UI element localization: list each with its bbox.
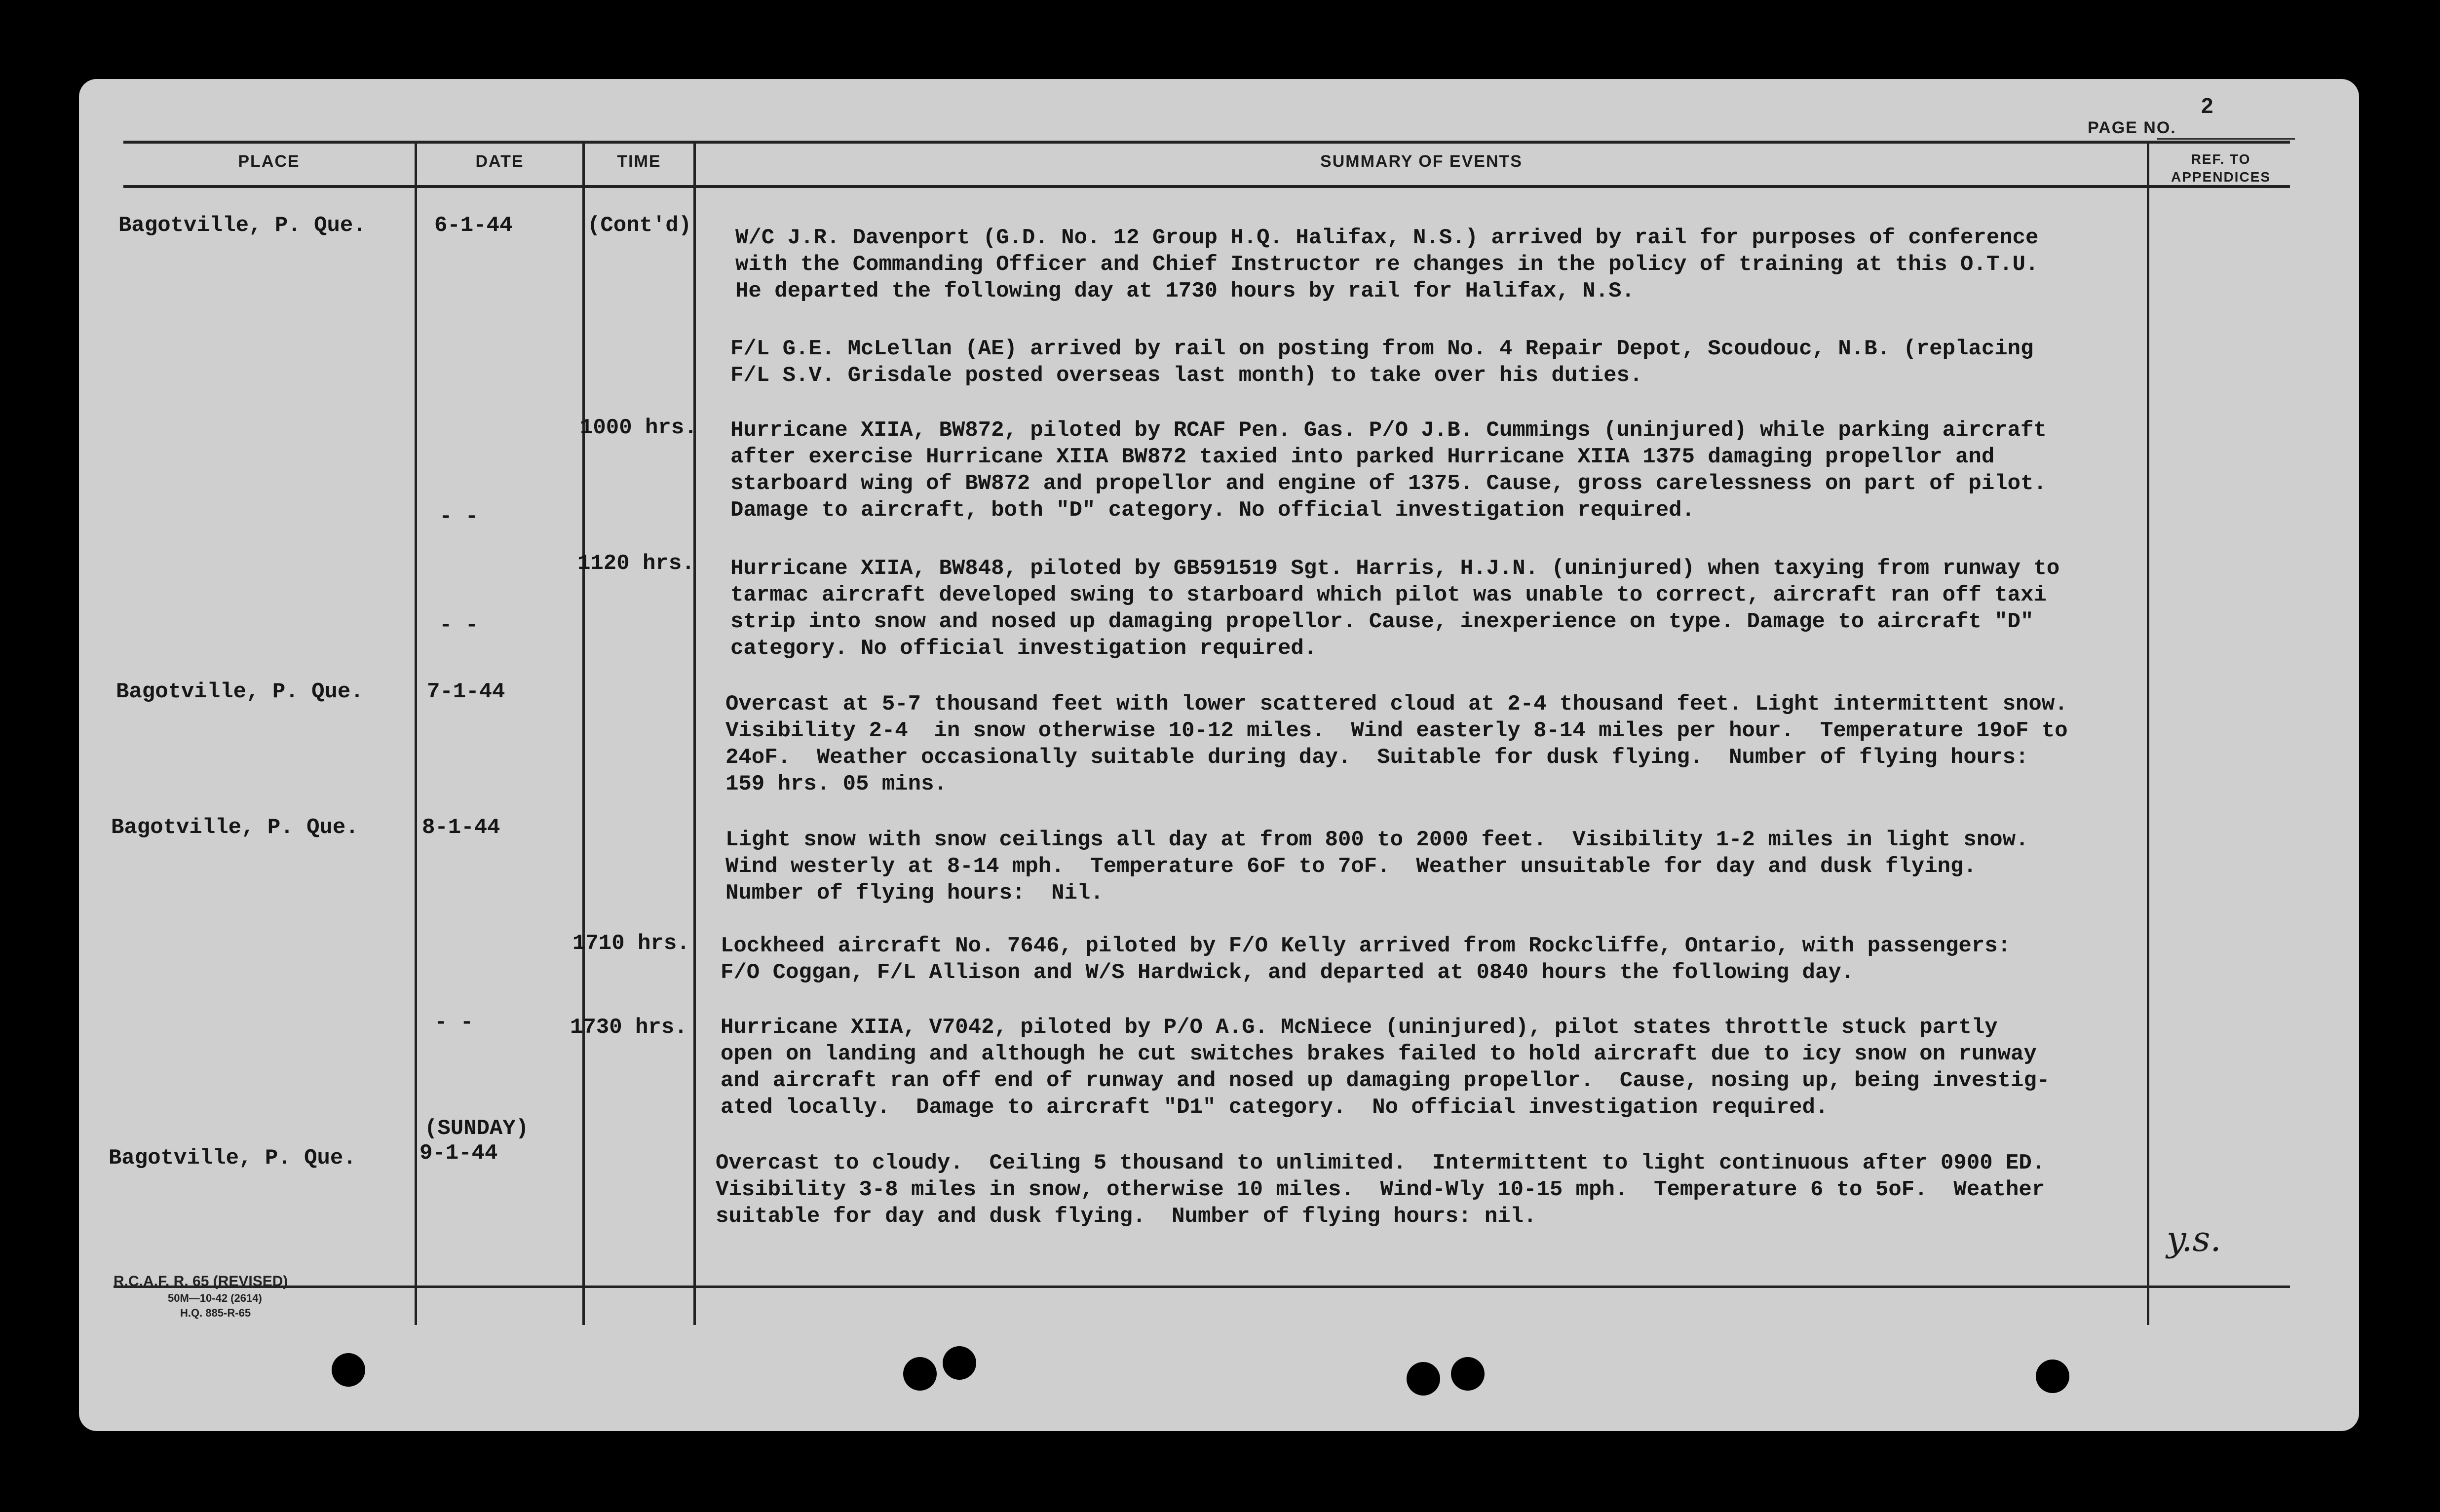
col-header-time: TIME xyxy=(617,152,661,171)
page-no-underline xyxy=(2157,138,2295,140)
col-header-ref-line2: APPENDICES xyxy=(2171,169,2271,185)
binder-hole xyxy=(2036,1360,2069,1393)
col-header-ref-line1: REF. TO xyxy=(2191,151,2251,167)
binder-hole xyxy=(1451,1357,1485,1391)
entry6-summary: Light snow with snow ceilings all day at from 800 to 2000 feet. Visibility 1-2 miles in light snow. Wind westerly at 8-14 mph. Temperature 6oF to 7oF. Weather unsuitable for day and dusk flying. Number of flying hours: Nil. xyxy=(725,828,2029,906)
entry1-date: 6-1-44 xyxy=(434,213,513,238)
date-time-divider xyxy=(582,141,585,1325)
entry9-date: 9-1-44 xyxy=(419,1141,498,1166)
place-date-divider xyxy=(415,141,417,1325)
entry1-time: (Cont'd) xyxy=(587,213,692,238)
initials-signature: y.s. xyxy=(2167,1219,2221,1259)
entry1-place: Bagotville, P. Que. xyxy=(118,213,366,238)
table-bottom-rule xyxy=(114,1285,2290,1288)
col-header-ref xyxy=(2149,151,2292,186)
binder-hole xyxy=(903,1357,937,1391)
binder-hole xyxy=(943,1346,976,1380)
entry9-day-note: (SUNDAY) xyxy=(424,1116,529,1141)
entry3-summary: Hurricane XIIA, BW872, piloted by RCAF Pen. Gas. P/O J.B. Cummings (uninjured) while parking aircraft after exercise Hurricane XIIA BW872 taxied into parked Hurricane XIIA 1375 damaging propellor and starboard wing of BW872 and propellor and engine of 1375. Cause, gross carelessness on part of pilot. Damage to aircraft, both "D" category. No official investigation required. xyxy=(730,418,2047,523)
summary-ref-divider xyxy=(2147,141,2149,1325)
entry6-date: 8-1-44 xyxy=(422,815,500,840)
entry7-time: 1710 hrs. xyxy=(572,931,690,956)
time-summary-divider xyxy=(693,141,696,1325)
page-number: 2 xyxy=(2201,94,2213,118)
entry8-time: 1730 hrs. xyxy=(570,1015,687,1040)
diary-form-sheet xyxy=(79,79,2359,1431)
col-header-place: PLACE xyxy=(238,152,300,171)
form-hq-code: H.Q. 885-R-65 xyxy=(180,1307,251,1319)
entry4-time: 1120 hrs. xyxy=(577,551,695,576)
form-number: R.C.A.F. R. 65 (REVISED) xyxy=(114,1273,288,1289)
col-header-date: DATE xyxy=(475,152,524,171)
header-bottom-rule xyxy=(123,185,2290,188)
entry9-summary: Overcast to cloudy. Ceiling 5 thousand to unlimited. Intermittent to light continuous after 0900 ED. Visibility 3-8 miles in snow, otherwise 10 miles. Wind-Wly 10-15 mph. Temperature 6 to 5oF. Weather suitable for day and dusk flying. Number of flying hours: nil. xyxy=(716,1151,2045,1229)
entry8-date-ditto: - - xyxy=(434,1010,474,1035)
entry4-date-ditto: - - xyxy=(439,613,479,638)
entry4-summary: Hurricane XIIA, BW848, piloted by GB591519 Sgt. Harris, H.J.N. (uninjured) when taxying from runway to tarmac aircraft developed swing to starboard which pilot was unable to correct, aircraft ran off taxi strip into snow and nosed up damaging propellor. Cause, inexperience on type. Damage to aircraft "D" category. No official investigation required. xyxy=(730,556,2060,661)
entry6-place: Bagotville, P. Que. xyxy=(111,815,359,840)
entry2-summary: F/L G.E. McLellan (AE) arrived by rail on posting from No. 4 Repair Depot, Scoudouc, N.B. (replacing F/L S.V. Grisdale posted overseas last month) to take over his duties. xyxy=(730,337,2034,388)
entry5-place: Bagotville, P. Que. xyxy=(116,680,364,704)
entry7-summary: Lockheed aircraft No. 7646, piloted by F/O Kelly arrived from Rockcliffe, Ontario, with passengers: F/O Coggan, F/L Allison and W/S Hardwick, and departed at 0840 hours the following day. xyxy=(721,934,2011,985)
entry5-date: 7-1-44 xyxy=(427,680,505,704)
binder-hole xyxy=(1407,1362,1440,1396)
binder-hole xyxy=(332,1353,365,1387)
entry3-date-ditto: - - xyxy=(439,504,479,529)
entry9-place: Bagotville, P. Que. xyxy=(109,1146,356,1171)
entry1-summary: W/C J.R. Davenport (G.D. No. 12 Group H.Q. Halifax, N.S.) arrived by rail for purposes of conference with the Commanding Officer and Chief Instructor re changes in the policy of training at this O.T.U. He departed the following day at 1730 hours by rail for Halifax, N.S. xyxy=(735,226,2039,303)
form-print-code: 50M—10-42 (2614) xyxy=(168,1292,262,1304)
entry8-summary: Hurricane XIIA, V7042, piloted by P/O A.G. McNiece (uninjured), pilot states throttle stuck partly open on landing and although he cut switches brakes failed to hold aircraft due to icy snow on runway and aircraft ran off end of runway and nosed up damaging propellor. Cause, nosing up, being investig- ated locally. Damage to aircraft "D1" category. No official investigation required. xyxy=(721,1015,2050,1120)
entry3-time: 1000 hrs. xyxy=(580,416,697,440)
header-top-rule xyxy=(123,141,2290,144)
page-no-label: PAGE NO. xyxy=(2088,118,2176,137)
entry5-summary: Overcast at 5-7 thousand feet with lower scattered cloud at 2-4 thousand feet. Light intermittent snow. Visibility 2-4 in snow otherwise 10-12 miles. Wind easterly 8-14 miles per hour. Temperature 19oF to 24oF. Weather occasionally suitable during day. Suitable for dusk flying. Number of flying hours: 159 hrs. 05 mins. xyxy=(725,692,2068,796)
col-header-summary: SUMMARY OF EVENTS xyxy=(1320,152,1523,171)
